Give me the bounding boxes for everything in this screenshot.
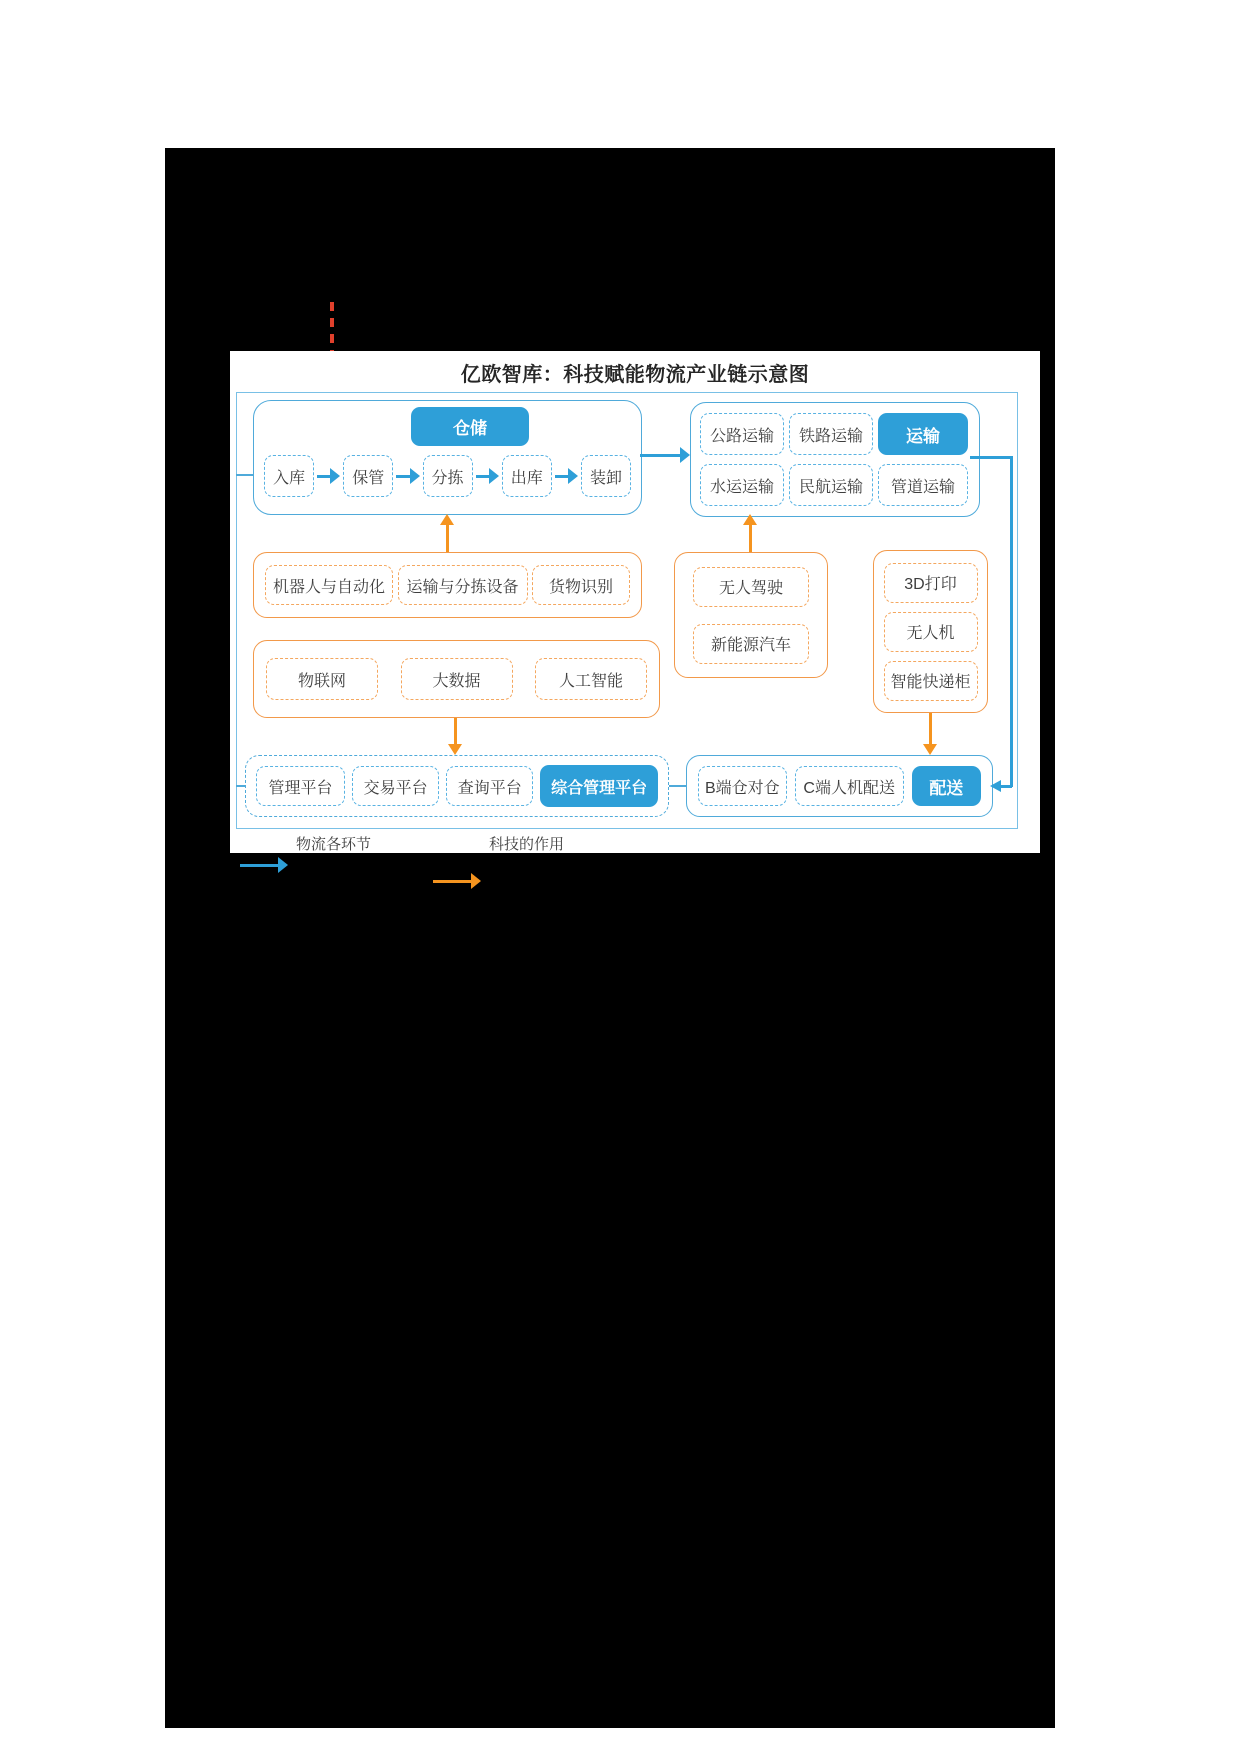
tech-warehouse-container (253, 552, 642, 618)
transport-to-delivery-connector-top (970, 456, 1012, 459)
flow-arrow-icon (396, 468, 419, 484)
frame-to-warehouse-line (236, 474, 253, 476)
warehouse-to-transport-arrow-icon (640, 447, 690, 463)
frame-to-platform-line (236, 785, 245, 787)
diagram-canvas (230, 351, 1040, 853)
transport-stage-badge: 运输 (878, 413, 968, 455)
tech-iot: 物联网 (266, 658, 378, 700)
warehouse-steps-row (264, 455, 631, 497)
transport-container (690, 402, 980, 517)
warehouse-stage-badge: 仓储 (411, 407, 529, 446)
diagram-title: 亿欧智库：科技赋能物流产业链示意图 (460, 364, 810, 386)
tech-robotics: 机器人与自动化 (265, 565, 393, 605)
delivery-c-end-human-machine: C端人机配送 (795, 766, 904, 806)
legend-logistics-label: 物流各环节 (296, 836, 372, 853)
mode-road: 公路运输 (700, 413, 784, 455)
legend-logistics-arrow-icon (240, 857, 288, 873)
transport-to-delivery-connector-vertical (1010, 456, 1013, 787)
warehouse-container (253, 400, 642, 515)
step-storage: 保管 (343, 455, 393, 497)
tech-new-energy-vehicle: 新能源汽车 (693, 624, 809, 664)
legend-technology-label: 科技的作用 (489, 836, 565, 853)
flow-arrow-icon (317, 468, 340, 484)
tech-autonomous-driving: 无人驾驶 (693, 567, 809, 607)
platform-container (245, 755, 669, 817)
step-loading: 装卸 (581, 455, 631, 497)
tech-3d-printing: 3D打印 (884, 563, 978, 603)
step-inbound: 入库 (264, 455, 314, 497)
tech-to-warehouse-arrow-icon (440, 514, 454, 552)
mode-air: 民航运输 (789, 464, 873, 506)
tech-to-delivery-arrow-icon (923, 713, 937, 755)
tech-cargo-recognition: 货物识别 (532, 565, 630, 605)
tech-ai: 人工智能 (535, 658, 647, 700)
flow-arrow-icon (555, 468, 578, 484)
step-sorting: 分拣 (423, 455, 473, 497)
transport-to-delivery-connector-stub (1000, 785, 1012, 788)
step-outbound: 出库 (502, 455, 552, 497)
platform-query: 查询平台 (446, 766, 533, 806)
tech-platform-container (253, 640, 660, 718)
delivery-stage-badge: 配送 (912, 766, 981, 806)
platform-management: 管理平台 (256, 766, 345, 806)
legend-technology-arrow-icon (433, 873, 481, 889)
delivery-b2b-warehouse: B端仓对仓 (698, 766, 787, 806)
tech-conveying-sorting-equipment: 运输与分拣设备 (398, 565, 528, 605)
integrated-management-platform-badge: 综合管理平台 (540, 765, 658, 807)
transport-modes-grid (700, 413, 970, 515)
tech-to-transport-arrow-icon (743, 514, 757, 552)
delivery-container (686, 755, 993, 817)
platform-trading: 交易平台 (352, 766, 439, 806)
tech-smart-locker: 智能快递柜 (884, 661, 978, 701)
tech-transport-container (674, 552, 828, 678)
mode-rail: 铁路运输 (789, 413, 873, 455)
tech-big-data: 大数据 (401, 658, 513, 700)
platform-to-delivery-line (669, 785, 686, 787)
tech-delivery-container (873, 550, 988, 713)
tech-to-platform-arrow-icon (448, 718, 462, 755)
mode-water: 水运运输 (700, 464, 784, 506)
mode-pipeline: 管道运输 (878, 464, 968, 506)
tech-drone: 无人机 (884, 612, 978, 652)
connector-left-arrowhead-icon (990, 780, 1001, 792)
flow-arrow-icon (476, 468, 499, 484)
